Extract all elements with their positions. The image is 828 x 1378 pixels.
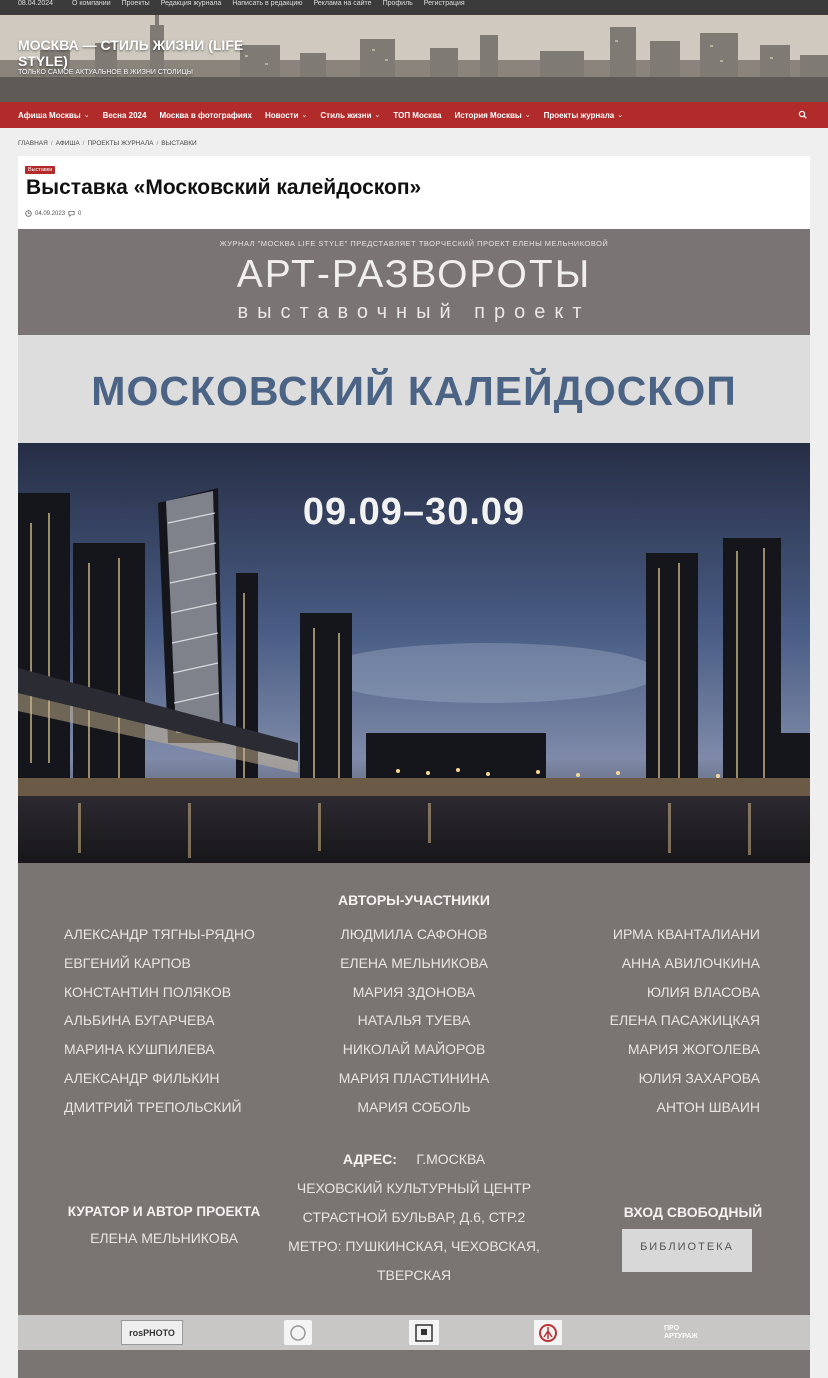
chevron-down-icon: ⌄ (374, 112, 381, 119)
pro-arturazh-logo: ПРО АРТУРАЖ (664, 1324, 698, 1340)
search-icon[interactable] (796, 108, 810, 122)
author-name: НАТАЛЬЯ ТУЕВА (357, 1012, 471, 1029)
author-name: ЛЮДМИЛА САФОНОВ (340, 926, 488, 942)
author-name: ЕЛЕНА МЕЛЬНИКОВА (340, 954, 488, 971)
partner-logos (18, 1315, 810, 1350)
author-name: ИРМА КВАНТАЛИАНИ (612, 926, 760, 942)
top-link-projects[interactable]: Проекты (121, 0, 150, 7)
comment-icon[interactable] (68, 210, 75, 217)
chevron-down-icon: ⌄ (524, 112, 531, 119)
author-name: АЛЕКСАНДР ТЯГНЫ-РЯДНО (64, 926, 255, 942)
clock-icon (25, 210, 32, 217)
author-name: КОНСТАНТИН ПОЛЯКОВ (64, 983, 232, 1000)
author-name: ДМИТРИЙ ТРЕПОЛЬСКИЙ (64, 1098, 242, 1115)
breadcrumb (18, 140, 197, 147)
nav-item-label: Проекты журнала (543, 110, 615, 120)
authors-column-right (610, 920, 760, 1122)
breadcrumb-afisha[interactable]: АФИША (55, 140, 80, 147)
top-link-ads[interactable]: Реклама на сайте (313, 0, 372, 7)
article-meta (25, 210, 81, 217)
curator-heading: КУРАТОР И АВТОР ПРОЕКТА (67, 1204, 261, 1219)
breadcrumb-current: ВЫСТАВКИ (161, 140, 197, 147)
poster-top-band (18, 229, 810, 335)
nav-item-label: ТОП Москва (393, 110, 442, 120)
chevron-down-icon: ⌄ (617, 112, 624, 119)
site-header (0, 15, 828, 102)
author-name: МАРИНА КУШПИЛЕВА (64, 1041, 215, 1058)
nav-item-projects[interactable] (544, 111, 624, 120)
address-line: ТВЕРСКАЯ (376, 1267, 452, 1283)
author-name: ЮЛИЯ ВЛАСОВА (646, 983, 760, 1000)
breadcrumb-separator: / (156, 140, 159, 147)
page-title: Выставка «Московский калейдоскоп» (26, 176, 422, 199)
top-link-about[interactable]: О компании (72, 0, 111, 7)
nav-item-lifestyle[interactable] (320, 111, 380, 120)
nav-item-afisha[interactable] (18, 111, 90, 120)
library-logo-text: БИБЛИОТЕКА (640, 1241, 734, 1253)
poster-line1: АРТ-РАЗВОРОТЫ (236, 253, 592, 296)
author-name: АННА АВИЛОЧКИНА (621, 954, 760, 971)
breadcrumb-home[interactable]: ГЛАВНАЯ (18, 140, 48, 147)
author-name: МАРИЯ ЗДОНОВА (352, 983, 476, 1000)
address-line: МЕТРО: ПУШКИНСКАЯ, ЧЕХОВСКАЯ, (288, 1238, 540, 1254)
top-link-profile[interactable]: Профиль (382, 0, 413, 7)
author-name: МАРИЯ СОБОЛЬ (357, 1098, 471, 1115)
partner-logo-square (409, 1320, 439, 1345)
article-date: 04.09.2023 (35, 210, 66, 217)
exhibition-dates: 09.09–30.09 (302, 491, 526, 533)
nav-item-photos[interactable] (159, 111, 252, 120)
author-name: ЕВГЕНИЙ КАРПОВ (64, 954, 191, 971)
poster-details (18, 863, 810, 1315)
author-name: АНТОН ШВАИН (656, 1098, 760, 1115)
free-entry-label: ВХОД СВОБОДНЫЙ (623, 1204, 763, 1220)
nav-item-label: История Москвы (454, 110, 522, 120)
comment-count[interactable]: 0 (78, 210, 82, 217)
circle-emblem-icon (288, 1323, 308, 1343)
nav-item-label: Стиль жизни (320, 110, 372, 120)
current-date: 08.04.2024 (18, 0, 54, 7)
breadcrumb-separator: / (82, 140, 85, 147)
poster-title-band (18, 335, 810, 443)
author-name: ЕЛЕНА ПАСАЖИЦКАЯ (609, 1012, 760, 1029)
author-name: НИКОЛАЙ МАЙОРОВ (342, 1041, 486, 1058)
poster-bottom-strip (18, 1350, 810, 1378)
top-links (72, 0, 465, 8)
site-title[interactable]: МОСКВА — СТИЛЬ ЖИЗНИ (LIFE STYLE) (18, 37, 244, 69)
curator-name: ЕЛЕНА МЕЛЬНИКОВА (90, 1230, 238, 1246)
breadcrumb-projects[interactable]: ПРОЕКТЫ ЖУРНАЛА (87, 140, 154, 147)
breadcrumb-separator: / (50, 140, 53, 147)
poster-title: МОСКОВСКИЙ КАЛЕЙДОСКОП (91, 368, 737, 414)
nav-item-label: Весна 2024 (102, 110, 147, 120)
poster-line2: выставочный проект (237, 301, 591, 323)
address-label: АДРЕС: (342, 1151, 397, 1167)
nav-item-news[interactable] (265, 111, 307, 120)
top-link-contact[interactable]: Написать в редакцию (232, 0, 303, 7)
nav-item-label: Москва в фотографиях (159, 110, 252, 120)
author-name: ЮЛИЯ ЗАХАРОВА (638, 1069, 760, 1086)
partner-logo-red (534, 1320, 562, 1345)
poster-kicker: ЖУРНАЛ "МОСКВА LIFE STYLE" ПРЕДСТАВЛЯЕТ ТВОРЧЕСКИЙ ПРОЕКТ ЕЛЕНЫ МЕЛЬНИКОВОЙ (219, 239, 609, 248)
author-name: АЛЬБИНА БУГАРЧЕВА (64, 1012, 215, 1029)
address-line: СТРАСТНОЙ БУЛЬВАР, Д.6, СТР.2 (302, 1209, 526, 1225)
chevron-down-icon: ⌄ (301, 112, 308, 119)
library-logo (622, 1229, 752, 1272)
nav-item-top[interactable] (393, 111, 441, 120)
top-bar (0, 0, 828, 15)
exhibition-poster (18, 229, 810, 1378)
nav-item-spring[interactable] (103, 111, 147, 120)
author-name: МАРИЯ ЖОГОЛЕВА (627, 1041, 760, 1058)
book-emblem-icon (413, 1322, 435, 1344)
chevron-down-icon: ⌄ (83, 112, 90, 119)
nav-item-label: Афиша Москвы (18, 110, 81, 120)
nav-item-label: Новости (264, 110, 299, 120)
nav-item-history[interactable] (454, 111, 530, 120)
address-line: ЧЕХОВСКИЙ КУЛЬТУРНЫЙ ЦЕНТР (296, 1180, 532, 1196)
address-city: Г.МОСКВА (416, 1151, 486, 1167)
top-link-register[interactable]: Регистрация (423, 0, 465, 7)
rosphoto-logo: rosPHOTO (121, 1320, 183, 1345)
article-header (18, 156, 810, 229)
author-name: АЛЕКСАНДР ФИЛЬКИН (64, 1069, 220, 1086)
curator-block (62, 1204, 266, 1246)
red-emblem-icon (537, 1322, 559, 1344)
authors-heading: АВТОРЫ-УЧАСТНИКИ (338, 892, 490, 908)
top-link-editorial[interactable]: Редакция журнала (160, 0, 222, 7)
partner-logo-circle (284, 1320, 312, 1345)
author-name: МАРИЯ ПЛАСТИНИНА (338, 1069, 490, 1086)
category-badge[interactable]: Выставки (25, 166, 55, 174)
main-nav (0, 102, 828, 128)
site-tagline: ТОЛЬКО САМОЕ АКТУАЛЬНОЕ В ЖИЗНИ СТОЛИЦЫ (18, 69, 194, 76)
